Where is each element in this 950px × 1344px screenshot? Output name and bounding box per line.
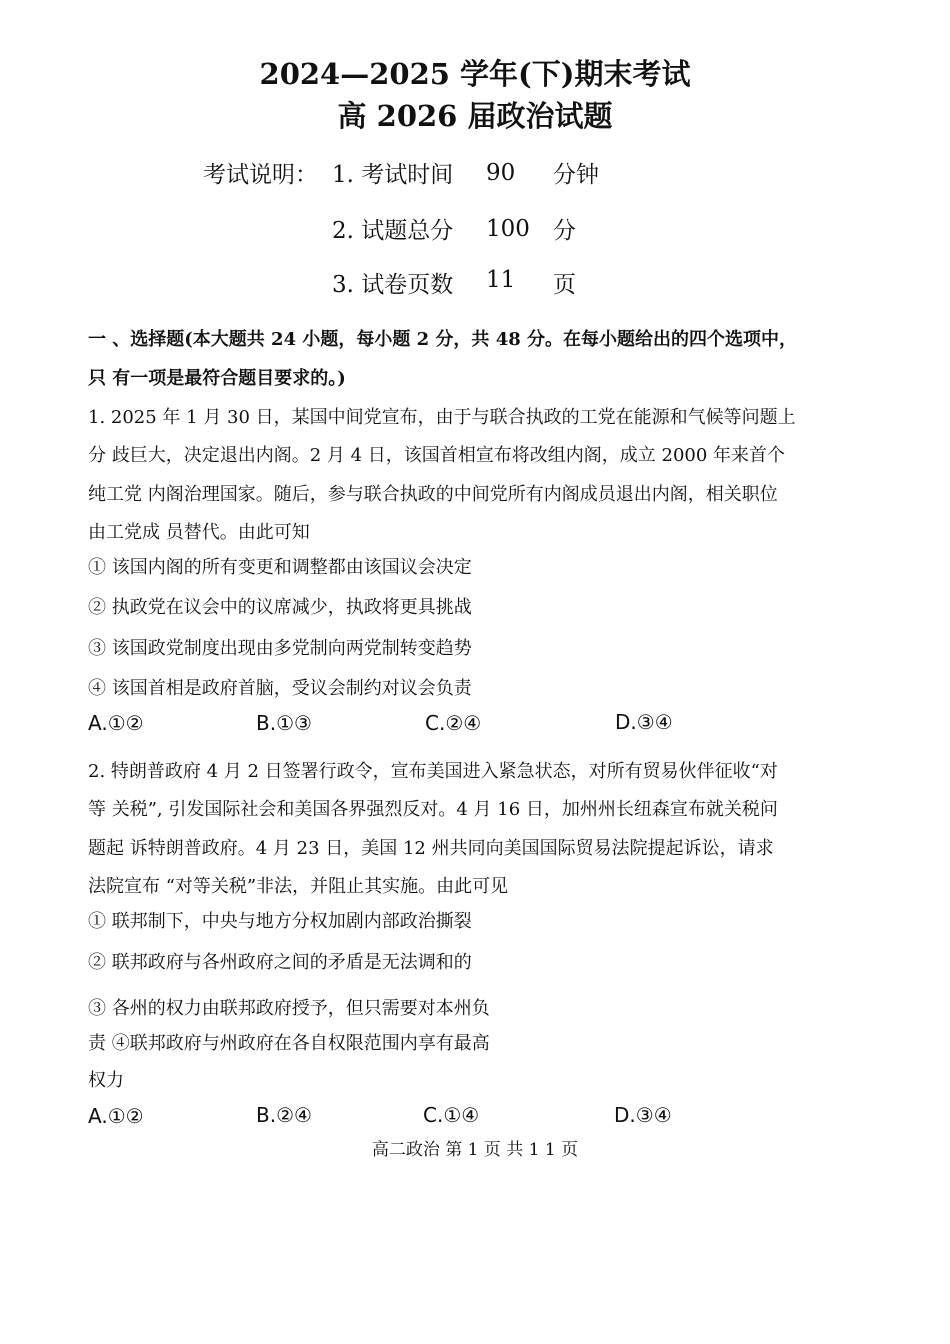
exam-subtitle: 高 2026 届政治试题 (337, 99, 613, 133)
section-heading-line: 只 有一项是最符合题目要求的。) (88, 368, 346, 389)
statement: ② 执政党在议会中的议席减少，执政将更具挑战 (88, 597, 472, 618)
question-text-line: 等 关税”, 引发国际社会和美国各界强烈反对。4 月 16 日，加州州长纽森宣布就关税问 (88, 799, 778, 820)
option-c[interactable]: C.①④ (423, 1103, 480, 1127)
statement: ③ 各州的权力由联邦政府授予，但只需要对本州负 (88, 998, 490, 1019)
option-d[interactable]: D.③④ (615, 710, 673, 734)
exam-note-value: 90 (486, 160, 516, 186)
option-b[interactable]: B.②④ (256, 1103, 312, 1127)
exam-notes-label: 考试说明： (203, 162, 318, 188)
option-d[interactable]: D.③④ (614, 1103, 672, 1127)
exam-note-value: 100 (486, 216, 530, 242)
question-text-line: 由工党成 员替代。由此可知 (88, 522, 310, 543)
option-c[interactable]: C.②④ (425, 711, 482, 735)
exam-note-name: 1. 考试时间 (332, 162, 454, 188)
question-text-line: 纯工党 内阁治理国家。随后，参与联合执政的中间党所有内阁成员退出内阁，相关职位 (88, 484, 778, 505)
statement: ③ 该国政党制度出现由多党制向两党制转变趋势 (88, 638, 472, 659)
question-text-line: 法院宣布 “对等关税”非法，并阻止其实施。由此可见 (88, 876, 509, 897)
question-text-line: 1. 2025 年 1 月 30 日，某国中间党宣布，由于与联合执政的工党在能源和气候等问题上 (88, 407, 796, 428)
option-a[interactable]: A.①② (88, 711, 144, 735)
exam-note-unit: 分 (553, 218, 576, 244)
exam-note-name: 2. 试题总分 (332, 218, 454, 244)
exam-note-unit: 分钟 (553, 162, 599, 188)
exam-title: 2024—2025 学年(下)期末考试 (259, 57, 691, 91)
option-b[interactable]: B.①③ (256, 711, 312, 735)
question-text-line: 题起 诉特朗普政府。4 月 23 日，美国 12 州共同向美国国际贸易法院提起诉讼，请求 (88, 838, 774, 859)
statement: ① 联邦制下，中央与地方分权加剧内部政治撕裂 (88, 911, 472, 932)
statement: ④ 该国首相是政府首脑，受议会制约对议会负责 (88, 678, 472, 699)
question-text-line: 分 歧巨大，决定退出内阁。2 月 4 日，该国首相宣布将改组内阁，成立 2000 年来首个 (88, 445, 786, 466)
question-text-line: 2. 特朗普政府 4 月 2 日签署行政令，宣布美国进入紧急状态，对所有贸易伙伴征收“对 (88, 761, 778, 782)
section-heading-line: 一 、选择题(本大题共 24 小题，每小题 2 分，共 48 分。在每小题给出的四个选项中， (88, 329, 798, 350)
exam-note-name: 3. 试卷页数 (332, 272, 454, 298)
option-a[interactable]: A.①② (88, 1104, 144, 1128)
statement: ② 联邦政府与各州政府之间的矛盾是无法调和的 (88, 952, 472, 973)
statement: 权力 (88, 1070, 124, 1091)
exam-note-value: 11 (486, 267, 516, 293)
page-footer: 高二政治 第 1 页 共 1 1 页 (371, 1140, 579, 1160)
statement: ① 该国内阁的所有变更和调整都由该国议会决定 (88, 557, 472, 578)
statement: 责 ④联邦政府与州政府在各自权限范围内享有最高 (88, 1033, 490, 1054)
exam-note-unit: 页 (553, 272, 576, 298)
